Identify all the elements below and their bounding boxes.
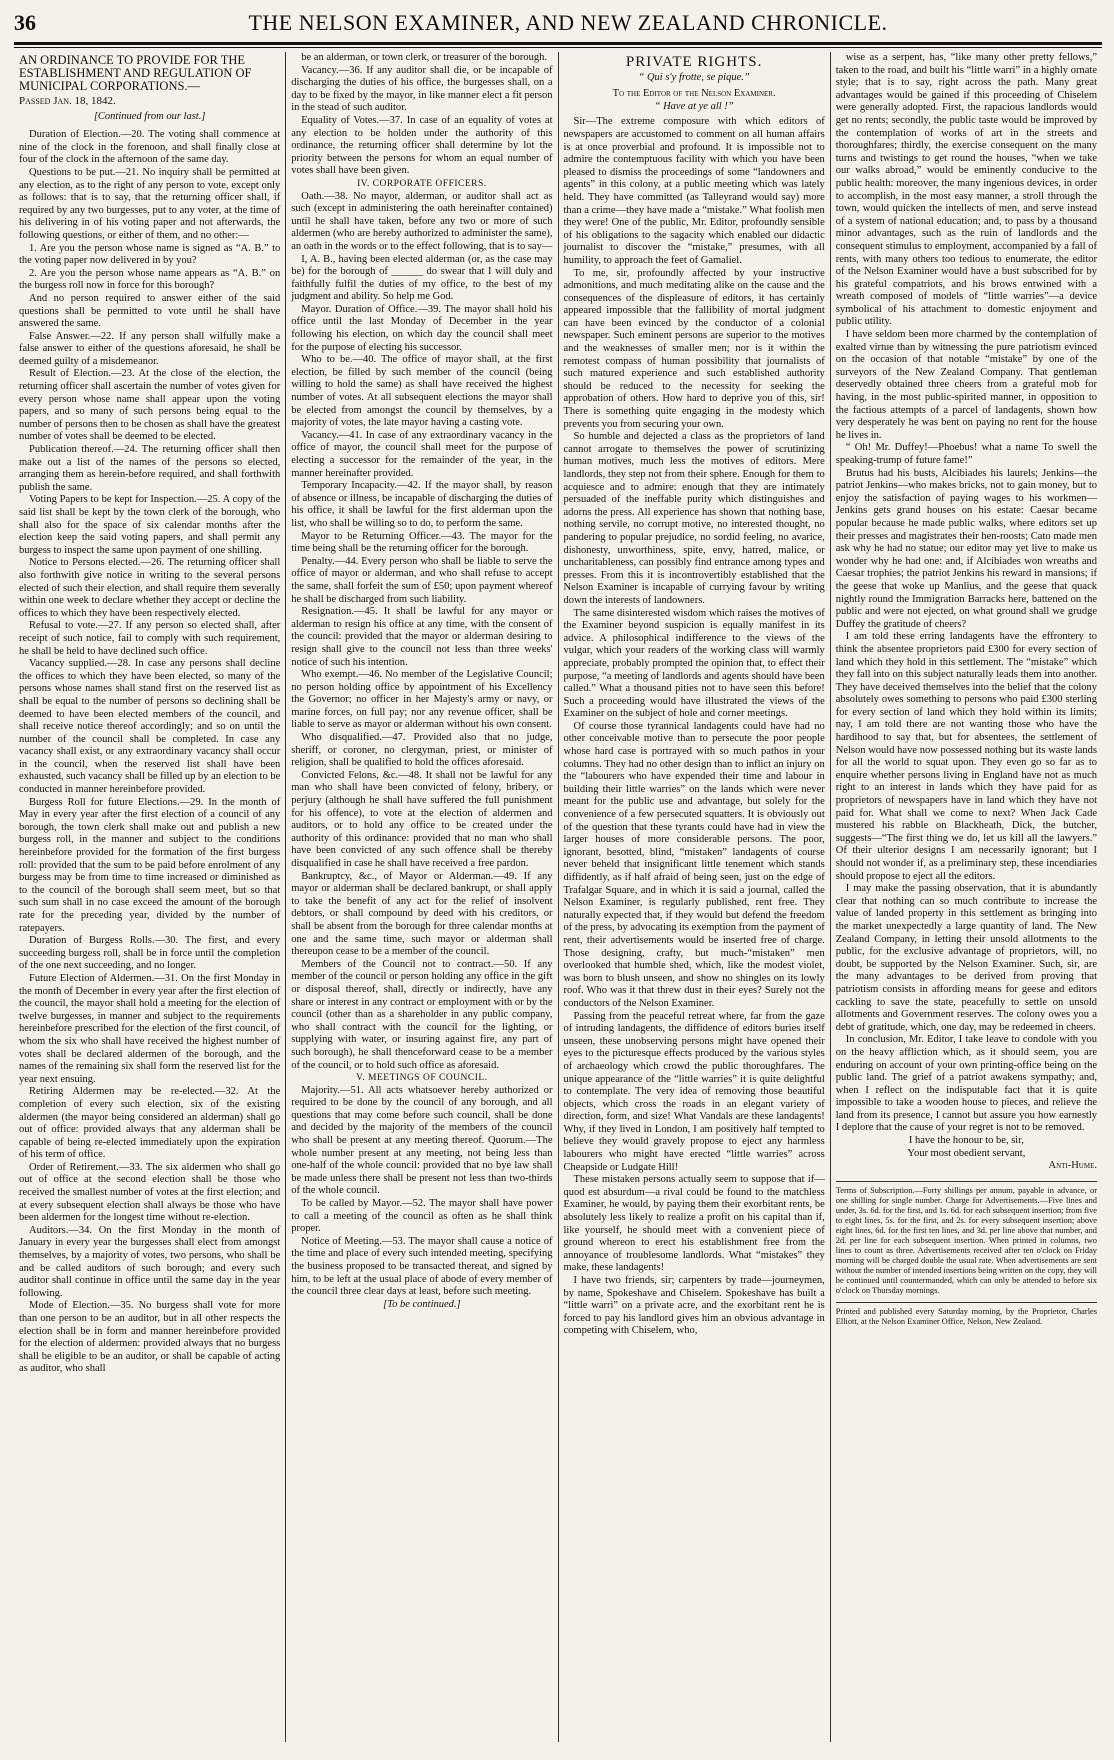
paragraph: I have two friends, sir; carpenters by trade—journeymen, by name, Spokeshave and Chiselem. Spokeshave has built a “little warri” on a private acre, and the exorbitant rent he is forced to pay his landlord gives him an obvious advantage in competing with Chiselem, who,: [563, 1275, 825, 1337]
paragraph: To me, sir, profoundly affected by your instructive admonitions, and much meditating alike on the cause and the consequences of the displeasure of editors, it has certainly appeared impossible that the fallibility of mortal judgment can have been evinced by the conductor of a colonial newspaper. Such eminent persons are superior to the motives and the weaknesses of smaller men; nor is it within the remotest compass of human possibility that journalists of such matured experience and such established authority should be reduced to the necessity for seeking the approbation of others. How hard to deprive you of this, sir! There is something quite engaging in the modesty which prevents you from securing your own.: [563, 267, 825, 430]
paragraph: Equality of Votes.—37. In case of an equality of votes at any election to be holden under the authority of this ordinance, the returning officer shall determine by lot the priority between the persons for whom an equal number of votes shall have been given.: [291, 114, 553, 177]
letter-body: [564, 116, 825, 1338]
paragraph: Members of the Council not to contract.—50. If any member of the council or person holding any office in the gift or disposal thereof, shall, directly or indirectly, have any share or interest in any contract or employment with or by the council (other than as a shareholder in any public company, who shall contract with the council for the lighting, or supplying with water, or insuring against fire, any part of such borough), he shall thenceforward cease to be a member of the council, or to hold such office as aforesaid.: [291, 958, 553, 1071]
paragraph: I may make the passing observation, that it is abundantly clear that nothing can so much contribute to increase the value of landed property in this settlement as bringing into the market unexpectedly a large quantity of land. The New Zealand Company, in letting their unsold allotments to the public, for the exclusive advantage of proprietors, will, no doubt, be supported by the Nelson Examiner. Such, sir, are the many advantages to be derived from proving that patriotism consists in affording means for geese and editors cackling to save the state, peacefully to settle on unsold allotments and Government reserves. The colony owes you a debt of gratitude, which, one day, may be redeemed in cheers.: [835, 883, 1097, 1033]
paragraph: I have seldom been more charmed by the contemplation of exalted virtue than by witnessing the pure patriotism evinced on the occasion of that notable “mistake” by one of the surveyors of the New Zealand Company. That gentleman deservedly obtained three cheers from a grateful mob for having, in the most public-spirited manner, in opposition to the factious attempts of a parcel of landagents, shown how very desperately he was bent on paying no rent for the house he lives in.: [835, 329, 1097, 441]
paragraph: Notice to Persons elected.—26. The returning officer shall also forthwith give notice in writing to the several persons elected of such their election, and shall require them severally within one week to declare whether they accept or decline the offices to which they have been respectively elected.: [19, 557, 281, 619]
letter-motto: “ Qui s'y frotte, se pique.”: [638, 71, 750, 83]
paragraph: And no person required to answer either of the said questions shall be permitted to vote until he shall have answered the same.: [19, 292, 281, 330]
paragraph: Vacancy supplied.—28. In case any persons shall decline the offices to which they have been elected, so many of the persons whose names shall stand first on the reserved list as shall be equal to the number of persons so declining shall be deemed to have been elected members of the council, and shall receive notice thereof accordingly; and so on until the number of the council shall be completed. In case any vacancy shall exist, or any extraordinary vacancy shall occur in the council, when the reserved list shall have been exhausted, such vacancy shall be filled up by an election to be conducted in manner hereinbefore provided.: [19, 658, 281, 796]
paragraph: Notice of Meeting.—53. The mayor shall cause a notice of the time and place of every such intended meeting, specifying the business proposed to be transacted thereat, and signed by him, to be left at the usual place of abode of every member of the council three clear days at least, before such meeting.: [291, 1235, 553, 1298]
letter-epigraph: “ Have at ye all !”: [654, 100, 734, 112]
paragraph: Auditors.—34. On the first Monday in the month of January in every year the burgesses shall elect from amongst themselves, by a majority of votes, two persons, who shall be and be called auditors of such borough; and every such auditor shall continue in office until the same day in the year following.: [19, 1224, 281, 1299]
paragraph: Penalty.—44. Every person who shall be liable to serve the office of mayor or alderman, and who shall refuse to accept the same, shall forfeit the sum of £50; upon payment whereof he shall be discharged from such liability.: [291, 555, 553, 605]
paragraph: Voting Papers to be kept for Inspection.—25. A copy of the said list shall be kept by the town clerk of the borough, who shall also for the space of six calendar months after the election keep the said voting papers, and shall permit any burgess to inspect the same upon payment of one shilling.: [19, 494, 281, 556]
ordinance-sections: [19, 129, 280, 1376]
ordinance-title: AN ORDINANCE TO PROVIDE FOR THE ESTABLISHMENT AND REGULATION OF MUNICIPAL CORPORATIONS.—: [19, 53, 252, 93]
masthead-title: THE NELSON EXAMINER, AND NEW ZEALAND CHRONICLE.: [248, 10, 888, 35]
columns: [14, 52, 1102, 1742]
section-heading-officers: IV. CORPORATE OFFICERS.: [357, 178, 487, 189]
to-be-continued: [To be continued.]: [383, 1298, 461, 1310]
continued-note: [Continued from our last.]: [93, 110, 206, 122]
paragraph: Mayor to be Returning Officer.—43. The mayor for the time being shall be the returning officer for the borough.: [291, 530, 553, 555]
paragraph: Vacancy.—41. In case of any extraordinary vacancy in the office of mayor, the council shall meet for the purpose of electing a successor for the remainder of the year, in the manner hereinafter provided.: [291, 429, 553, 479]
column-2: [285, 52, 557, 1742]
paragraph: wise as a serpent, has, “like many other pretty fellows,” taken to the road, and built his “little warri” in a highly ornate style; that is to say, right across the path. Many great advantages would be gained if this proceeding of Chiselem were generally adopted. First, the rapacious landlords would get no rents; secondly, the public taste would be improved by the contemplation of works of art in the streets and thoroughfares; thirdly, the exercise consequent on the many turns and twistings to get round the houses, “when we take our walks abroad,” would be eminently conducive to the public health: moreover, the many ingenious devices, in order to accomplish, in the most easy manner, a stroll through the town, would quicken the intellects of men, and serve instead of a system of national education; and, to pass by a thousand minor advantages, such as the ruin of landlords and the consequent stimulus to employment, accompanied by a fall of rents, with many others too tedious to enumerate, the editor of the Nelson Examiner would have a bust subscribed for by his grateful compatriots, and his brows entwined with a wreath composed of models of “little warries”—a device symbolical of his attachment to domestic enjoyment and public utility.: [835, 52, 1097, 328]
paragraph: Temporary Incapacity.—42. If the mayor shall, by reason of absence or illness, be incapable of discharging the duties of his office, it shall be lawful for the first alderman upon the list, who shall be willing so to do, to perform the same.: [291, 480, 553, 529]
letter-title: PRIVATE RIGHTS.: [625, 54, 763, 70]
paragraph: I, A. B., having been elected alderman (or, as the case may be) for the borough of ______ do swear that I will duly and faithfully fulfil the duties of my office, to the best of my judgment and ability. So help me God.: [291, 253, 553, 303]
paragraph: Future Election of Aldermen.—31. On the first Monday in the month of December in every year after the first election of the council, the mayor shall hold a meeting for the election of twelve burgesses, in manner and subject to the requirements hereinbefore prescribed for the election of the first council, of whom the six who shall have received the highest number of votes shall be declared aldermen of the borough, and the names of the remaining six shall form the reserved list for the year next ensuing.: [19, 972, 281, 1085]
paragraph: Bankruptcy, &c., of Mayor or Alderman.—49. If any mayor or alderman shall be declared bankrupt, or shall apply to take the benefit of any act for the relief of insolvent debtors, or shall compound by deed with his creditors, or shall be absent from the borough for three calendar months at one and the same time, such mayor or alderman shall thereupon cease to be a member of the council.: [291, 870, 553, 958]
ordinance-sections-cont: [291, 52, 552, 178]
paragraph: 1. Are you the person whose name is signed as “A. B.” to the voting paper now delivered in by you?: [19, 242, 281, 267]
paragraph: To be called by Mayor.—52. The mayor shall have power to call a meeting of the council as often as he shall think proper.: [291, 1198, 553, 1235]
paragraph: Oath.—38. No mayor, alderman, or auditor shall act as such (except in administering the oath hereinafter contained) until he shall have taken, before any two or more of such aldermen (who are hereby authorized to administer the same), an oath in the words or to the effect following, that is to say—: [291, 190, 553, 252]
paragraph: The same disinterested wisdom which raises the motives of the Examiner beyond suspicion is equally manifest in its advice. A philosophical indifference to the views of the vulgar, which your readers of the working class will warmly appreciate, probably prompted the opinion that, to effect their purpose, “a meeting of landlords and agents should have been called.” What a thousand pities not to have seen this before! Such a proceeding would have illustrated the views of the Examiner on the subject of hole and corner meetings.: [563, 607, 825, 720]
paragraph: Questions to be put.—21. No inquiry shall be permitted at any election, as to the right of any person to vote, except only as follows: that is to say, that the returning officer shall, if required by any two burgesses, put to any voter, at the time of his delivering in of his voting paper and not afterwards, the following questions, or either of them, and no other:—: [19, 166, 281, 241]
paragraph: These mistaken persons actually seem to suppose that if—quod est absurdum—a rival could be found to the matchless Examiner, he would, by paying them their exorbitant rents, be absolutely less likely to realize a profit on his capital than if, like yourself, he should meet with a convenient piece of ground whereon to erect his establishment free from the annoyance of troublesome landlords. What “mistakes” they make, these landagents!: [563, 1174, 825, 1274]
paragraph: Brutus had his busts, Alcibiades his laurels; Jenkins—the patriot Jenkins—who makes bricks, not to gain money, but to enjoy the satisfaction of paying wages to his workmen—Jenkins gets grand houses on his estate: Caesar became popular because he made public walks, where editors set up their presses and magistrates their hen-roosts; Cato made men ask why he had no statue; our editor may yet live to make us wonder why he had one: and, if Alcibiades won wreaths and Caesar trophies; the patriot Jenkins his reward in mansions; if the geese that woke up Manlius, and the geese that quack nightly round the Immigration Barracks here, battened on the public and were not ejected, on what ground shall we grudge Duffey the gratitude of cheers?: [835, 467, 1097, 630]
imprint: Printed and published every Saturday morning, by the Proprietor, Charles Elliott, at the Nelson Examiner Office, Nelson, New Zealand.: [836, 1302, 1097, 1327]
paragraph: 2. Are you the person whose name appears as “A. B.” on the burgess roll now in force for this borough?: [19, 267, 281, 292]
column-1: [14, 52, 285, 1742]
paragraph: In conclusion, Mr. Editor, I take leave to condole with you on the heavy affliction which, as it should seem, you are enduring on account of your own printing-office being on the public land. The grief of a patriot awakens sympathy; and, when I reflect on the indisputable fact that it is quite impossible to take a wooden house to pieces, and relieve the land from its presence, I cannot but assure you how earnestly I deplore that the cause of your regret is not to be removed.: [835, 1034, 1097, 1134]
letter-closing: I have the honour to be, sir,: [908, 1135, 1024, 1147]
paragraph: Vacancy.—36. If any auditor shall die, or be incapable of discharging the duties of his office, the burgesses shall, on a day to be fixed by the mayor, in like manner elect a fit person in the stead of such auditor.: [291, 64, 553, 114]
paragraph: False Answer.—22. If any person shall wilfully make a false answer to either of the questions aforesaid, he shall be deemed guilty of a misdemeanor.: [19, 330, 281, 367]
page-number: 36: [14, 10, 36, 35]
header-rule-thin: [14, 47, 1102, 48]
page-header: [14, 10, 1102, 40]
paragraph: Of course those tyrannical landagents could have had no other conceivable motive than to persecute the poor people whose hard case is portrayed with so much pathos in your columns. They had no other design than to inflict an injury on the “labourers who have expended their time and labour in building their little warries” on the lands which were never meant for the public use and advantage, but solely for the convenience of a few persecuted squatters. It is obviously out of the question that these tyrants could have had in view the larger houses of more considerable persons. The poor, ignorant, besotted, blind, “mistaken” landagents of course never beheld that insignificant little tenement which stands diffidently, as if half afraid of being seen, just on the edge of Trafalgar Square, and in which it is said a journal, called the Nelson Examiner, is regularly published, rent free. They naturally expected that, if they would but defend the freedom of the press, by advocating its exemption from the payment of rent, their advertisements would be inserted free of charge. Those designing, crafty, but much-“mistaken” men overlooked that humble shed, which, like the modest violet, was born to blush unseen, and show no shingles on its lowly roof. Who was it that threw dust in their eyes? Surely not the conductors of the Nelson Examiner.: [563, 720, 825, 1009]
paragraph: Refusal to vote.—27. If any person so elected shall, after receipt of such notice, fail to comply with such requirement, he shall be held to have declined such office.: [19, 620, 281, 657]
letter-body-cont: [836, 52, 1097, 1135]
ordinance-passed: Passed Jan. 18, 1842.: [19, 95, 116, 107]
paragraph: I am told these erring landagents have the effrontery to think the absentee proprietors paid £300 for every section of land which they hold in this settlement. The “mistake” which they fall into on this subject naturally leads them into another. They have deceived themselves into the belief that the colony absolutely owes something to persons who paid £300 sterling for every section of land which they hold within its limits; nay, I am told there are not wanting those who have the hardihood to say that, but for absentees, the settlement of Nelson would have now possessed nothing but its waste lands for all the world to squat upon. They even go so far as to enquire whether persons living in England have not as much right to an interest in lands which they have paid for as proprietors of newspapers have in land which they have not paid for. What shall we come to next? When Jack Cade mustered his rabble on Blackheath, Dick, the butcher, suggests—“The first thing we do, let us kill all the lawyers.” Of their ulterior designs I am necessarily ignorant; but I should not wonder if, as a preliminary step, these incendiaries should propose to eject all the editors.: [835, 631, 1097, 882]
paragraph: Mayor. Duration of Office.—39. The mayor shall hold his office until the last Monday of December in the year following his election, on which day the council shall meet for the purpose of electing his successor.: [291, 303, 553, 353]
paragraph: Duration of Election.—20. The voting shall commence at nine of the clock in the forenoon, and shall finally close at four of the clock in the afternoon of the same day.: [19, 129, 281, 166]
paragraph: Burgess Roll for future Elections.—29. In the month of May in every year after the first election of a council of any borough, the town clerk shall make out and publish a new burgess roll, in the manner and subject to the conditions hereinbefore provided for the formation of the first burgess roll: provided that the sum to be paid before enrolment of any burgess may be from time to time increased or diminished as to the council of the borough shall seem meet, but so that such sum shall in no case exceed the amount of the borough rate for the preceding year, divided by the number of ratepayers.: [19, 796, 281, 934]
paragraph: Retiring Aldermen may be re-elected.—32. At the completion of every such election, six of the existing aldermen (the mayor being considered an alderman) shall go out of office: provided always that any alderman shall be capable of being re-elected immediately upon the expiration of his term of office.: [19, 1086, 281, 1161]
paragraph: Convicted Felons, &c.—48. It shall not be lawful for any man who shall have been convicted of felony, bribery, or perjury (although he shall have suffered the full punishment for his offence), to vote at the election of aldermen and auditors, or to hold any office to be created under the authority of this ordinance: provided that no man who shall have been convicted of any such offence shall be thereby disqualified in case he shall have received a free pardon.: [291, 769, 553, 869]
terms-of-subscription: Terms of Subscription.—Forty shillings per annum, payable in advance, or one shilling for single number. Charge for Advertisements.—Five lines and under, 3s. 6d. for the first, and 1s. 6d. for each subsequent insertion; from five to eight lines, 5s. for the first, and 2s. for every subsequent insertion; above eight lines, 6d. for the first ten lines, and 3d. per line above that number, and 2d. per line for each subsequent insertion. When printed in columns, two lines to count as three. Advertisements received after ten o'clock on Friday morning will be charged double the usual rate. When advertisements are sent without the number of intended insertions being written on the copy, they will be continued until countermanded, which can only be attended to before six o'clock on Thursday mornings.: [836, 1181, 1097, 1296]
paragraph: Sir—The extreme composure with which editors of newspapers are accustomed to comment on all human affairs is at once proverbial and profound. It is impossible not to admire the contemptuous facility with which you have been pleased to dismiss the proceedings of some “landowners and agents” in this colony, at a public meeting which was lately held. They have committed (as Talleyrand would say) more than a crime—they have made a “mistake.” What foolish men they were! One of the public, Mr. Editor, profoundly sensible of his obligations to the sagacity which enabled our didactic journalist to discover the “mistake,” presumes, with all humility, to approach the feet of Gamaliel.: [563, 116, 825, 266]
paragraph: Majority.—51. All acts whatsoever hereby authorized or required to be done by the council of any borough, and all questions that may come before such council, shall be done and decided by the majority of the members of the council who shall be present at any meeting thereof. Quorum.—The whole number present at any meeting, not being less than one-half of the whole council: provided that no bye law shall be made unless there shall be present not less than two-thirds of the whole council.: [291, 1084, 553, 1197]
paragraph: Who disqualified.—47. Provided also that no judge, sheriff, or coroner, no clergyman, priest, or minister of religion, shall be qualified to hold the offices aforesaid.: [291, 732, 553, 769]
paragraph: Who exempt.—46. No member of the Legislative Council; no person holding office by appointment of his Excellency the Governor; no officer in her Majesty's army or navy, or marine forces, on full pay; nor any revenue officer, shall be liable to serve as mayor or alderman without his own consent.: [291, 669, 553, 731]
letter-closing-2: Your most obedient servant,: [907, 1147, 1026, 1159]
meeting-sections: [291, 1085, 552, 1299]
paragraph: Passing from the peaceful retreat where, far from the gaze of intruding landagents, the diffidence of editors buries itself unseen, these unobserving persons might have opened their eyes to the picturesque effects produced by the various styles of archaeology which crowd the public thoroughfares. The unique appearance of the “little warries” it is quite delightful to contemplate. The very idea of removing those beautiful objects, which cross the roads in an elegant variety of direction, form, and size! What Vandals are these landagents! Why, if they lived in London, I am positively half tempted to believe they would gravely propose to eject any harmless labourers who might have erected “little warries” across Cheapside or Ludgate Hill!: [563, 1010, 825, 1173]
officer-sections: [291, 191, 552, 1073]
letter-address: To the Editor of the Nelson Examiner.: [612, 88, 776, 100]
paragraph: Duration of Burgess Rolls.—30. The first, and every succeeding burgess roll, shall be in force until the completion of the one next succeeding, and no longer.: [19, 935, 281, 972]
paragraph: Result of Election.—23. At the close of the election, the returning officer shall ascertain the number of votes given for every person whose name shall appear upon the voting papers, and so many of such persons being equal to the number of persons then to be chosen as shall have the greatest number of votes shall be deemed to be elected.: [19, 368, 281, 443]
paragraph: So humble and dejected a class as the proprietors of land cannot arrogate to themselves the power of scrutinizing human motives, much less the motives of editors. Mere landlords, they step not from their sphere. Enough for them to acquiesce and to admire: enough that they are intimately persuaded of the ineffable purity which distinguishes and adorns the press. All experience has shown that nothing base, nothing servile, no corrupt motive, no interested thought, no pandering to popular prejudice, no sordid feeling, no avarice, dishonesty, unworthiness, spite, envy, hatred, malice, or uncharitableness, can possibly find entrance among types and presses. From this it is incontrovertibly established that the Nelson Examiner is incapable of currying favour by writing down the interests of landowners.: [563, 431, 825, 606]
paragraph: Publication thereof.—24. The returning officer shall then make out a list of the names of the persons so elected, arranging them as herein-before required, and shall forthwith publish the same.: [19, 444, 281, 493]
column-3: [558, 52, 830, 1742]
letter-signature: Anti-Hume.: [1048, 1160, 1097, 1172]
paragraph: Resignation.—45. It shall be lawful for any mayor or alderman to resign his office at any time, with the consent of the council: provided that the mayor or alderman desiring to resign shall give to the council not less than three weeks' notice of such his intention.: [291, 606, 553, 668]
paragraph: Who to be.—40. The office of mayor shall, at the first election, be filled by such member of the council (being willing to hold the same) as shall have received the highest number of votes. At all subsequent elections the mayor shall be elected from amongst the council by themselves, by a majority of votes, the late mayor having a casting vote.: [291, 354, 553, 429]
paragraph: “ Oh! Mr. Duffey!—Phoebus! what a name To swell the speaking-trump of future fame!”: [835, 442, 1097, 466]
column-4: [830, 52, 1102, 1742]
paragraph: be an alderman, or town clerk, or treasurer of the borough.: [301, 52, 548, 63]
section-heading-meetings: V. MEETINGS OF COUNCIL.: [356, 1073, 488, 1084]
header-rule: [14, 42, 1102, 45]
paragraph: Order of Retirement.—33. The six aldermen who shall go out of office at the second election shall be those who received the smallest number of votes at the first election; and at every subsequent election shall always be those who have been aldermen for the longest time without re-election.: [19, 1161, 281, 1224]
paragraph: Mode of Election.—35. No burgess shall vote for more than one person to be an auditor, but in all other respects the election shall be in form and manner hereinbefore provided for the election of aldermen: provided always that no burgess shall be eligible to be an auditor, or shall be capable of acting as auditor, who shall: [19, 1300, 281, 1375]
